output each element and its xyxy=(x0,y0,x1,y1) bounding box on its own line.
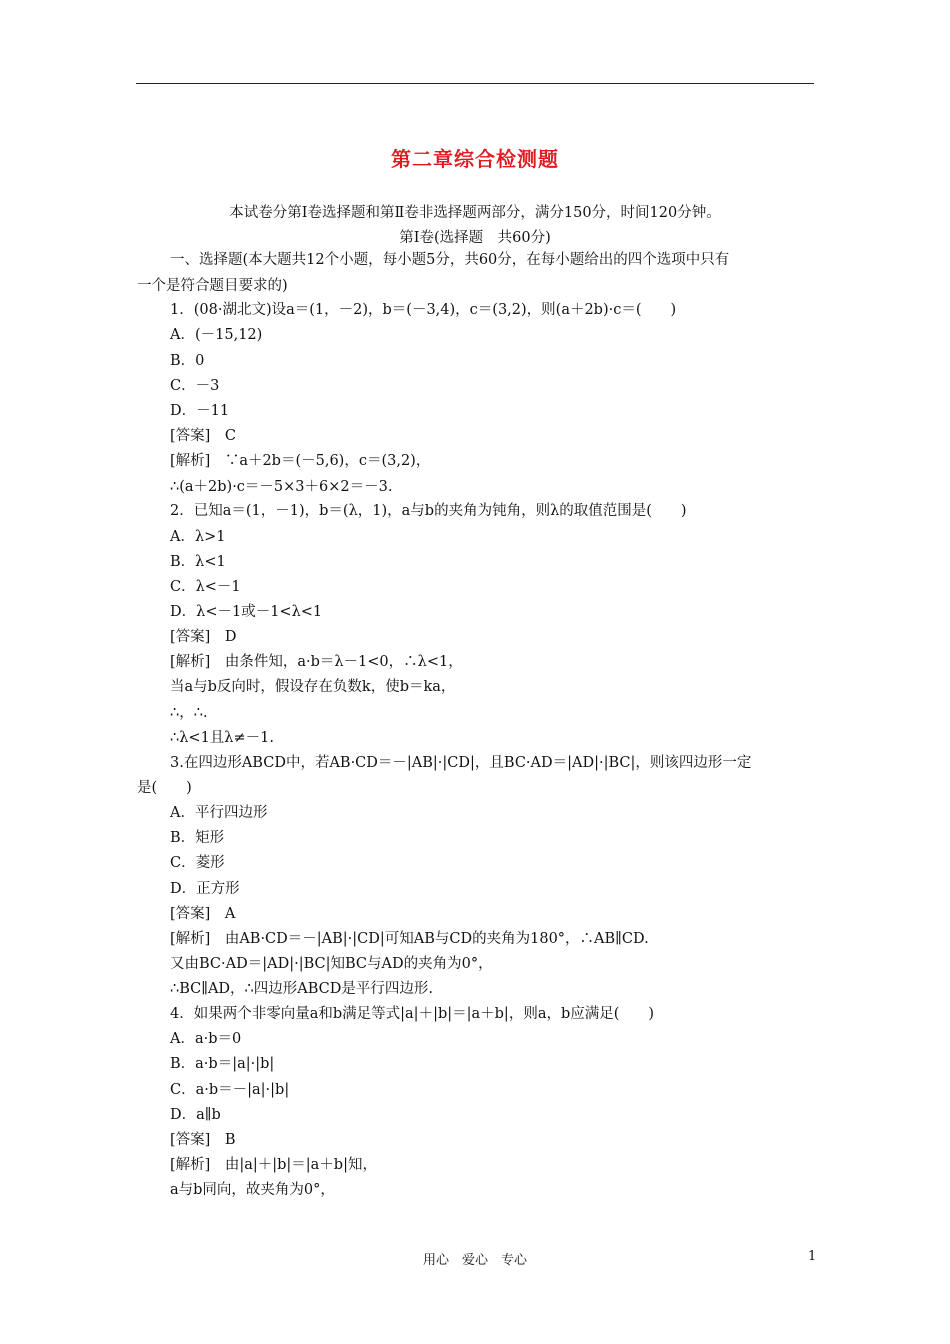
text-line: [答案] D xyxy=(170,629,237,645)
text-line: [解析] ∵a＋2b＝(－5,6)，c＝(3,2)， xyxy=(170,453,431,469)
text-line: 一、选择题(本大题共12个小题，每小题5分，共60分，在每小题给出的四个选项中只有 xyxy=(170,252,730,268)
text-line: 2．已知a＝(1，－1)，b＝(λ，1)，a与b的夹角为钝角，则λ的取值范围是( ) xyxy=(170,503,687,519)
text-line: ∴(a＋2b)·c＝－5×3＋6×2＝－3. xyxy=(170,479,393,495)
text-line: 当a与b反向时，假设存在负数k，使b＝ka， xyxy=(170,679,456,695)
text-line: [解析] 由|a|＋|b|＝|a＋b|知， xyxy=(170,1157,377,1173)
page-number: 1 xyxy=(808,1249,817,1264)
section-heading: 第Ⅰ卷(选择题 共60分) xyxy=(399,230,551,246)
text-line: C．λ<－1 xyxy=(170,579,241,595)
text-line: B．0 xyxy=(170,353,205,369)
text-line: 3.在四边形ABCD中，若AB·CD＝－|AB|·|CD|，且BC·AD＝|AD|·|BC|，则该四边形一定 xyxy=(170,755,752,771)
text-line: [答案] C xyxy=(170,428,236,444)
text-line: A．平行四边形 xyxy=(170,805,268,821)
text-line: ∴BC∥AD，∴四边形ABCD是平行四边形. xyxy=(170,981,433,997)
text-line: B．矩形 xyxy=(170,830,225,846)
text-line: B．λ<1 xyxy=(170,554,226,570)
text-line: [答案] A xyxy=(170,906,236,922)
text-line: C．a·b＝－|a|·|b| xyxy=(170,1082,290,1098)
text-line: 1．(08·湖北文)设a＝(1，－2)，b＝(－3,4)，c＝(3,2)，则(a＋2b)·c＝( ) xyxy=(170,302,677,318)
text-line: [答案] B xyxy=(170,1132,236,1148)
text-line: ∴λ<1且λ≠－1. xyxy=(170,730,274,746)
text-line: B．a·b＝|a|·|b| xyxy=(170,1056,275,1072)
footer-text: 用心 爱心 专心 xyxy=(422,1253,527,1268)
text-line: A．(－15,12) xyxy=(170,327,263,343)
text-line: D．λ<－1或－1<λ<1 xyxy=(170,604,323,620)
text-line: a与b同向，故夹角为0°， xyxy=(170,1182,335,1198)
text-line: A．λ>1 xyxy=(170,529,226,545)
text-line: C．－3 xyxy=(170,378,220,394)
text-line: A．a·b＝0 xyxy=(170,1031,242,1047)
page-title: 第二章综合检测题 xyxy=(391,147,559,171)
text-line: [解析] 由条件知，a·b＝λ－1<0，∴λ<1， xyxy=(170,654,463,670)
text-line: D．－11 xyxy=(170,403,230,419)
text-line: 是( ) xyxy=(137,780,192,796)
text-line: C．菱形 xyxy=(170,855,225,871)
text-line: 一个是符合题目要求的) xyxy=(137,278,288,294)
text-line: 4．如果两个非零向量a和b满足等式|a|＋|b|＝|a＋b|，则a，b应满足( ) xyxy=(170,1006,655,1022)
text-line: [解析] 由AB·CD＝－|AB|·|CD|可知AB与CD的夹角为180°，∴AB∥CD. xyxy=(170,931,649,947)
text-line: D．正方形 xyxy=(170,881,240,897)
text-line: 又由BC·AD＝|AD|·|BC|知BC与AD的夹角为0°， xyxy=(170,956,493,972)
text-line: ∴，∴. xyxy=(170,705,208,721)
header-rule xyxy=(136,83,814,84)
intro-text: 本试卷分第Ⅰ卷选择题和第Ⅱ卷非选择题两部分，满分150分，时间120分钟。 xyxy=(229,205,721,221)
text-line: D．a∥b xyxy=(170,1107,221,1123)
